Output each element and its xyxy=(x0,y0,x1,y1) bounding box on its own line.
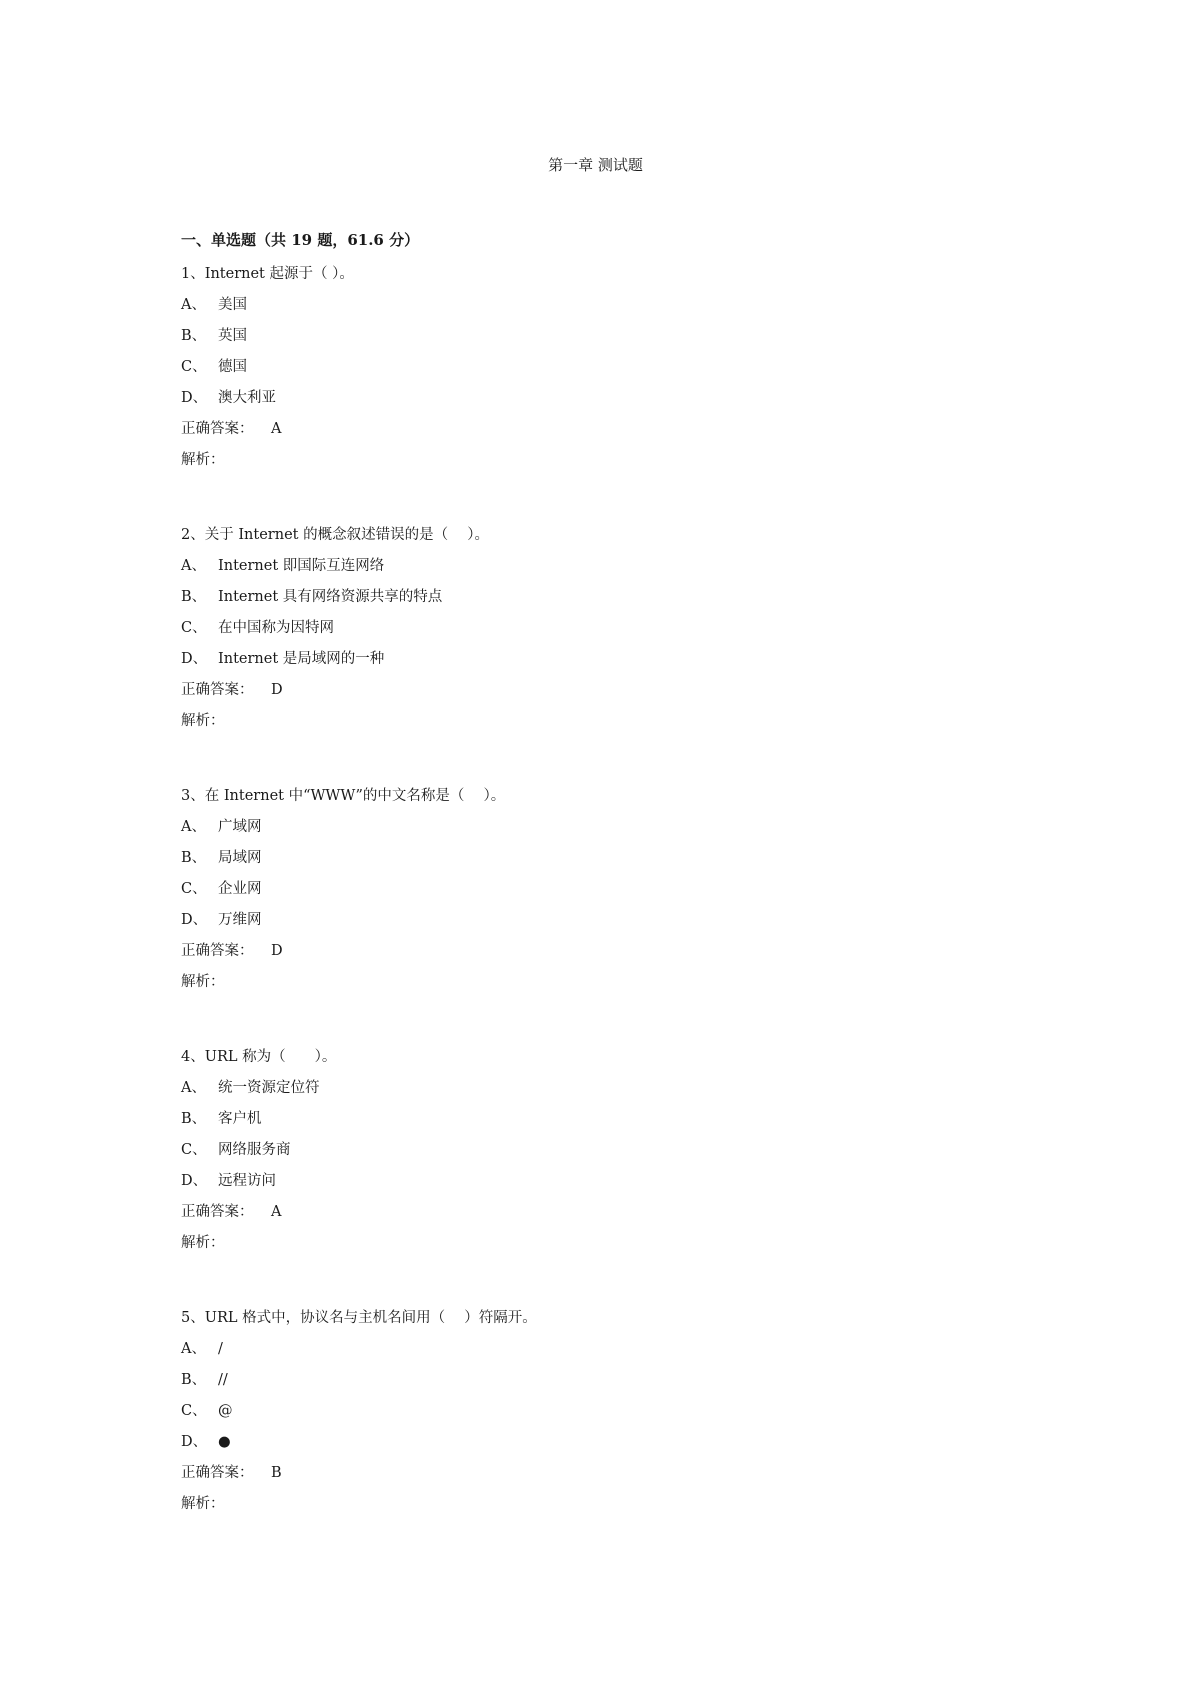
option-text: 远程访问 xyxy=(218,1173,276,1189)
option-b xyxy=(181,843,1081,874)
option-c xyxy=(181,352,1081,383)
option-letter: B、 xyxy=(181,1372,207,1388)
answer-label: 正确答案： xyxy=(181,1465,254,1481)
option-d xyxy=(181,905,1081,936)
answer-label: 正确答案： xyxy=(181,421,254,437)
correct-answer xyxy=(181,414,1081,445)
section-heading: 一、单选题（共 19 题，61.6 分） xyxy=(181,231,420,249)
answer-value: D xyxy=(271,682,283,698)
option-text: 广域网 xyxy=(218,819,262,835)
option-letter: C、 xyxy=(181,359,207,375)
option-a xyxy=(181,290,1081,321)
option-letter: C、 xyxy=(181,1142,207,1158)
option-letter: A、 xyxy=(181,558,206,574)
option-text: 企业网 xyxy=(218,881,262,897)
option-text: 美国 xyxy=(218,297,247,313)
option-letter: B、 xyxy=(181,328,207,344)
option-b xyxy=(181,1104,1081,1135)
option-letter: A、 xyxy=(181,1080,206,1096)
option-letter: C、 xyxy=(181,620,207,636)
question-5 xyxy=(181,1303,1081,1520)
question-3 xyxy=(181,781,1081,998)
option-letter: D、 xyxy=(181,651,208,667)
option-d xyxy=(181,1166,1081,1197)
option-text: 万维网 xyxy=(218,912,262,928)
analysis: 解析： xyxy=(181,452,225,468)
answer-value: A xyxy=(271,1204,282,1220)
option-b xyxy=(181,1365,1081,1396)
option-text: // xyxy=(218,1372,228,1388)
option-letter: A、 xyxy=(181,819,206,835)
analysis: 解析： xyxy=(181,1235,225,1251)
option-d xyxy=(181,383,1081,414)
page-title: 第一章 测试题 xyxy=(548,156,643,174)
option-a xyxy=(181,1334,1081,1365)
question-stem: 3、在 Internet 中“WWW”的中文名称是（ ）。 xyxy=(181,788,506,804)
option-letter: B、 xyxy=(181,1111,207,1127)
question-4 xyxy=(181,1042,1081,1259)
option-b xyxy=(181,582,1081,613)
analysis: 解析： xyxy=(181,1496,225,1512)
answer-value: D xyxy=(271,943,283,959)
option-a xyxy=(181,551,1081,582)
question-stem: 4、URL 称为（ ）。 xyxy=(181,1049,337,1065)
option-letter: D、 xyxy=(181,1173,208,1189)
option-d xyxy=(181,644,1081,675)
correct-answer xyxy=(181,1197,1081,1228)
question-stem: 2、关于 Internet 的概念叙述错误的是（ ）。 xyxy=(181,527,489,543)
option-c xyxy=(181,1135,1081,1166)
option-a xyxy=(181,812,1081,843)
answer-value: B xyxy=(271,1465,282,1481)
option-text: 局域网 xyxy=(218,850,262,866)
option-letter: A、 xyxy=(181,1341,206,1357)
option-c xyxy=(181,1396,1081,1427)
option-text: Internet 即国际互连网络 xyxy=(218,558,385,574)
option-c xyxy=(181,613,1081,644)
option-text: Internet 具有网络资源共享的特点 xyxy=(218,589,443,605)
option-letter: B、 xyxy=(181,850,207,866)
option-text: @ xyxy=(218,1403,233,1419)
option-text: 在中国称为因特网 xyxy=(218,620,334,636)
answer-label: 正确答案： xyxy=(181,1204,254,1220)
question-stem: 5、URL 格式中，协议名与主机名间用（ ）符隔开。 xyxy=(181,1310,537,1326)
option-letter: C、 xyxy=(181,1403,207,1419)
option-b xyxy=(181,321,1081,352)
option-letter: D、 xyxy=(181,1434,208,1450)
correct-answer xyxy=(181,1458,1081,1489)
option-text: ● xyxy=(218,1434,231,1450)
option-text: / xyxy=(218,1341,223,1357)
option-text: 客户机 xyxy=(218,1111,262,1127)
question-2 xyxy=(181,520,1081,737)
question-1 xyxy=(181,259,1081,476)
option-letter: A、 xyxy=(181,297,206,313)
option-letter: C、 xyxy=(181,881,207,897)
option-d xyxy=(181,1427,1081,1458)
option-text: 统一资源定位符 xyxy=(218,1080,320,1096)
option-letter: D、 xyxy=(181,390,208,406)
analysis: 解析： xyxy=(181,974,225,990)
option-text: Internet 是局域网的一种 xyxy=(218,651,385,667)
answer-value: A xyxy=(271,421,282,437)
option-a xyxy=(181,1073,1081,1104)
option-c xyxy=(181,874,1081,905)
option-text: 澳大利亚 xyxy=(218,390,276,406)
option-text: 英国 xyxy=(218,328,247,344)
analysis: 解析： xyxy=(181,713,225,729)
option-text: 网络服务商 xyxy=(218,1142,291,1158)
answer-label: 正确答案： xyxy=(181,943,254,959)
question-stem: 1、Internet 起源于（ ）。 xyxy=(181,266,354,282)
option-letter: D、 xyxy=(181,912,208,928)
option-text: 德国 xyxy=(218,359,247,375)
option-letter: B、 xyxy=(181,589,207,605)
correct-answer xyxy=(181,675,1081,706)
correct-answer xyxy=(181,936,1081,967)
answer-label: 正确答案： xyxy=(181,682,254,698)
